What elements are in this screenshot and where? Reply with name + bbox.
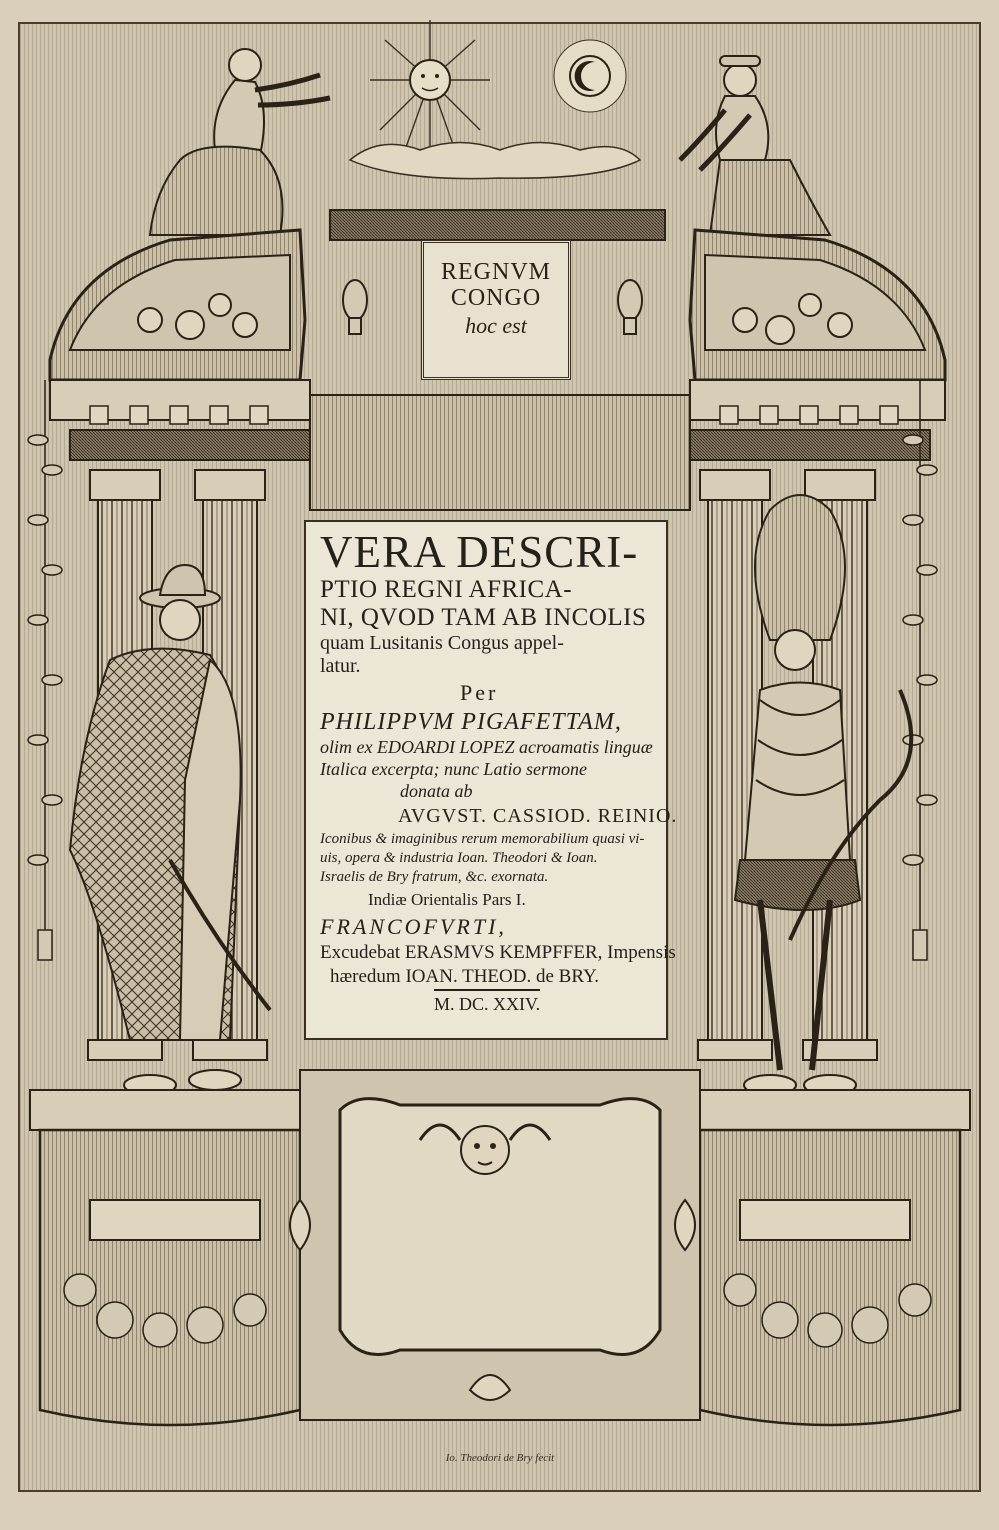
title-line: latur. <box>320 655 361 677</box>
engraver-signature: Io. Theodori de Bry fecit <box>445 1452 555 1464</box>
cartouche-line-3: hoc est <box>465 313 527 338</box>
source-line: olim ex EDOARDI LOPEZ acroamatis linguæ <box>320 737 653 757</box>
sun-icon <box>370 20 490 150</box>
title-line: NI, QVOD TAM AB INCOLIS <box>320 604 647 631</box>
central-entablature <box>310 395 690 510</box>
garland-right <box>903 380 937 960</box>
source-line: donata ab <box>400 781 473 801</box>
urn-right <box>618 280 642 334</box>
publication-year: M. DC. XXIV. <box>434 989 540 1016</box>
title-line: PTIO REGNI AFRICA- <box>320 576 573 603</box>
illustration-line: Israelis de Bry fratrum, &c. exornata. <box>320 869 549 885</box>
translator-name: AVGVST. CASSIOD. REINIO. <box>398 805 678 827</box>
moon-icon <box>554 40 626 112</box>
garland-left <box>28 380 62 960</box>
illustration-line: Iconibus & imaginibus rerum memorabilium quasi vi- <box>320 831 645 847</box>
author-prefix: Per <box>460 680 499 705</box>
cartouche-pediment <box>330 210 665 240</box>
place-of-publication: FRANCOFVRTI, <box>320 914 507 939</box>
left-pediment <box>50 230 305 380</box>
kneeling-figure-left <box>150 49 330 235</box>
regnum-congo-cartouche <box>421 240 571 380</box>
urn-left <box>343 280 367 334</box>
right-plinth-top <box>690 1090 970 1130</box>
title-line: quam Lusitanis Congus appel- <box>320 632 564 654</box>
title-line: VERA DESCRI- <box>320 527 639 577</box>
title-panel <box>304 520 678 1040</box>
left-plinth-top <box>30 1090 310 1130</box>
publisher-line: hæredum IOAN. THEOD. de BRY. <box>330 966 599 987</box>
printer-line: Excudebat ERASMVS KEMPFFER, Impensis <box>320 942 676 963</box>
cartouche-line-1: REGNVM <box>440 259 551 285</box>
source-line: Italica excerpta; nunc Latio sermone <box>320 759 587 779</box>
cartouche-line-2: CONGO <box>450 285 542 311</box>
series-line: Indiæ Orientalis Pars I. <box>368 890 526 909</box>
cloud <box>350 143 640 179</box>
right-pediment <box>690 230 945 380</box>
kneeling-figure-right <box>680 56 830 235</box>
illustration-line: uis, opera & industria Ioan. Theodori & Ioan. <box>320 850 598 866</box>
author-name: PHILIPPVM PIGAFETTAM, <box>320 709 622 735</box>
